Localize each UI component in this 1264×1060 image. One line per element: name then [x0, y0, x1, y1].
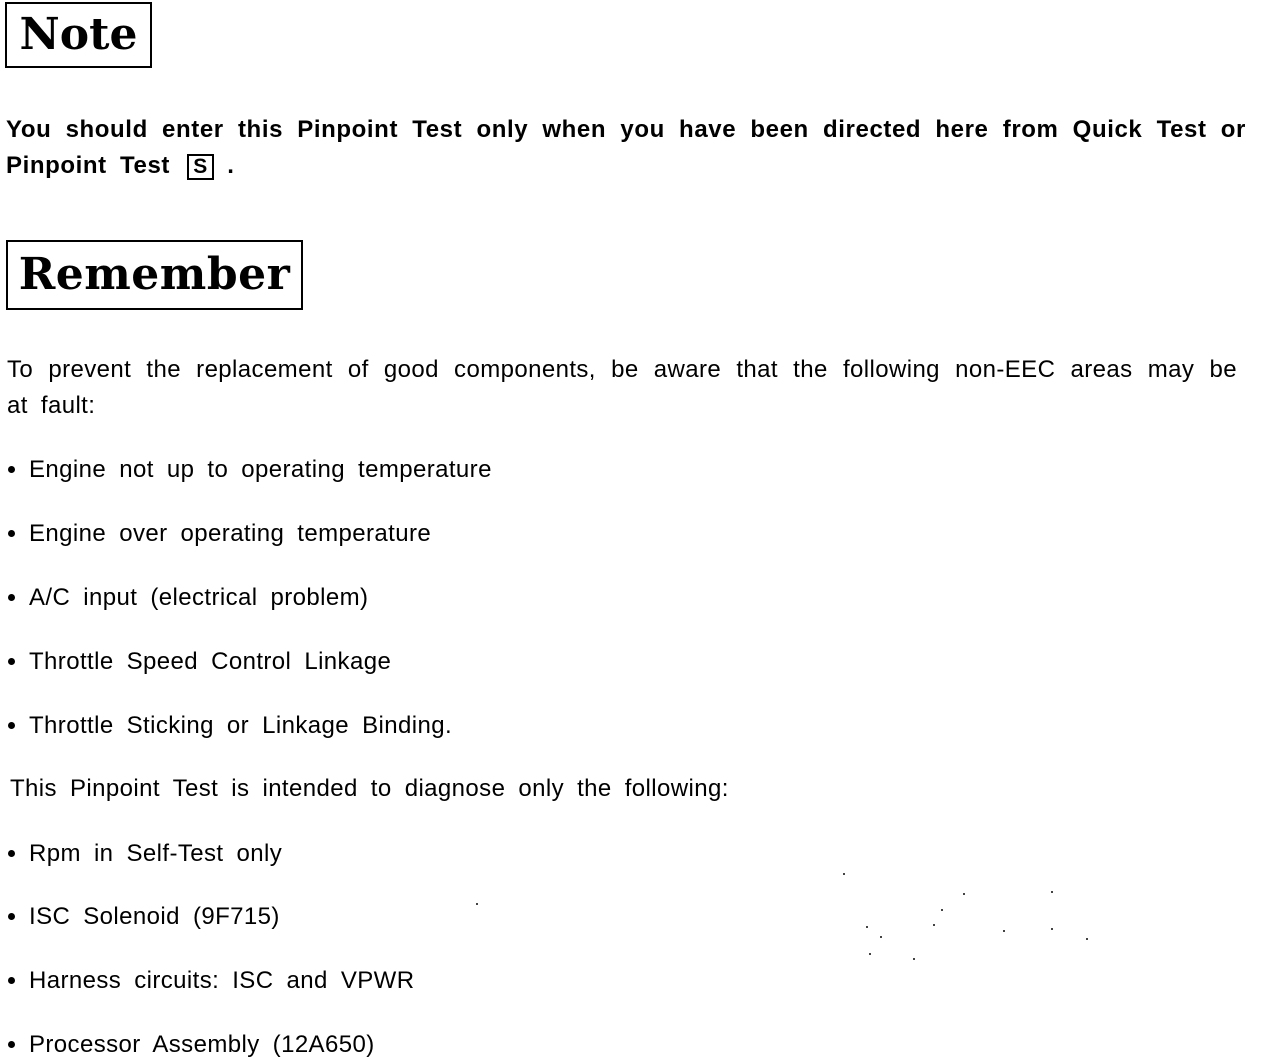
remember-list-item [8, 519, 431, 549]
note-text-main: You should enter this Pinpoint Test only when you have been directed here from Quick Test or Pinpoint Test [6, 116, 1246, 179]
list-item-text: Harness circuits: ISC and VPWR [29, 967, 415, 994]
diagnose-list-item [8, 966, 414, 996]
pinpoint-test-code-box: S [187, 154, 214, 180]
list-item-text: Engine not up to operating temperature [29, 456, 492, 483]
list-item-text: Rpm in Self-Test only [29, 840, 283, 867]
diagnose-list-item [8, 902, 280, 932]
bullet-dot-icon [8, 913, 15, 920]
diagnose-intro: This Pinpoint Test is intended to diagnose only the following: [10, 775, 729, 802]
list-item-text: Processor Assembly (12A650) [29, 1031, 375, 1058]
note-heading: Note [5, 2, 152, 68]
list-item-text: Throttle Sticking or Linkage Binding. [29, 712, 453, 739]
note-text [6, 112, 1246, 184]
remember-list-item [8, 455, 492, 485]
list-item-text: A/C input (electrical problem) [29, 584, 369, 611]
remember-list-item [8, 647, 391, 677]
remember-intro: To prevent the replacement of good components, be aware that the following non-EEC areas may be at fault: [7, 356, 1237, 419]
list-item-text: Throttle Speed Control Linkage [29, 648, 392, 675]
bullet-dot-icon [8, 977, 15, 984]
diagnose-list-item [8, 839, 282, 869]
remember-list-item [8, 583, 368, 613]
remember-list-item [8, 711, 452, 741]
bullet-dot-icon [8, 594, 15, 601]
bullet-dot-icon [8, 466, 15, 473]
bullet-dot-icon [8, 658, 15, 665]
diagnose-list-item [8, 1030, 375, 1060]
remember-heading: Remember [6, 240, 303, 310]
note-text-end: . [227, 152, 235, 179]
list-item-text: ISC Solenoid (9F715) [29, 903, 280, 930]
list-item-text: Engine over operating temperature [29, 520, 432, 547]
bullet-dot-icon [8, 722, 15, 729]
bullet-dot-icon [8, 850, 15, 857]
bullet-dot-icon [8, 1041, 15, 1048]
bullet-dot-icon [8, 530, 15, 537]
